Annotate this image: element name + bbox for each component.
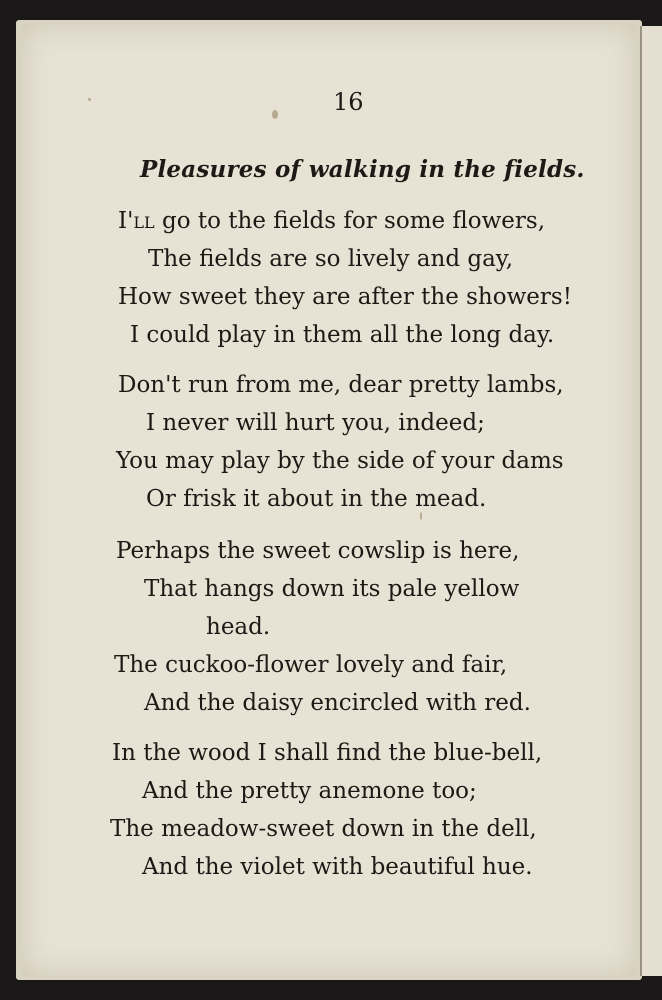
poem-title: Pleasures of walking in the fields. (140, 156, 585, 183)
ink-spot (420, 512, 422, 520)
poem-line: How sweet they are after the showers! (118, 284, 572, 310)
poem-line: head. (206, 614, 271, 640)
poem-line: I could play in them all the long day. (130, 322, 555, 348)
poem-line: And the violet with beautiful hue. (142, 854, 533, 880)
poem-line: In the wood I shall find the blue-bell, (112, 740, 543, 766)
poem-line: Don't run from me, dear pretty lambs, (118, 372, 564, 398)
poem-line: And the daisy encircled with red. (144, 690, 531, 716)
poem-line: You may play by the side of your dams (116, 448, 564, 474)
ink-spot (88, 98, 91, 101)
poem-line (118, 210, 545, 233)
poem-line: And the pretty anemone too; (142, 778, 477, 804)
drop-word: I'll (118, 208, 155, 234)
poem-line: I never will hurt you, indeed; (146, 410, 485, 436)
poem-line: That hangs down its pale yellow (144, 576, 520, 602)
poem-line: Perhaps the sweet cowslip is here, (116, 538, 520, 564)
poem-line: The fields are so lively and gay, (148, 246, 514, 272)
line-text: go to the fields for some flowers, (154, 208, 546, 234)
page-number: 16 (333, 88, 364, 116)
poem-line: The cuckoo-flower lovely and fair, (114, 652, 508, 678)
ink-spot (272, 110, 278, 119)
poem-line: Or frisk it about in the mead. (146, 486, 487, 512)
poem-line: The meadow-sweet down in the dell, (110, 816, 537, 842)
adjacent-page-edge (640, 26, 662, 976)
